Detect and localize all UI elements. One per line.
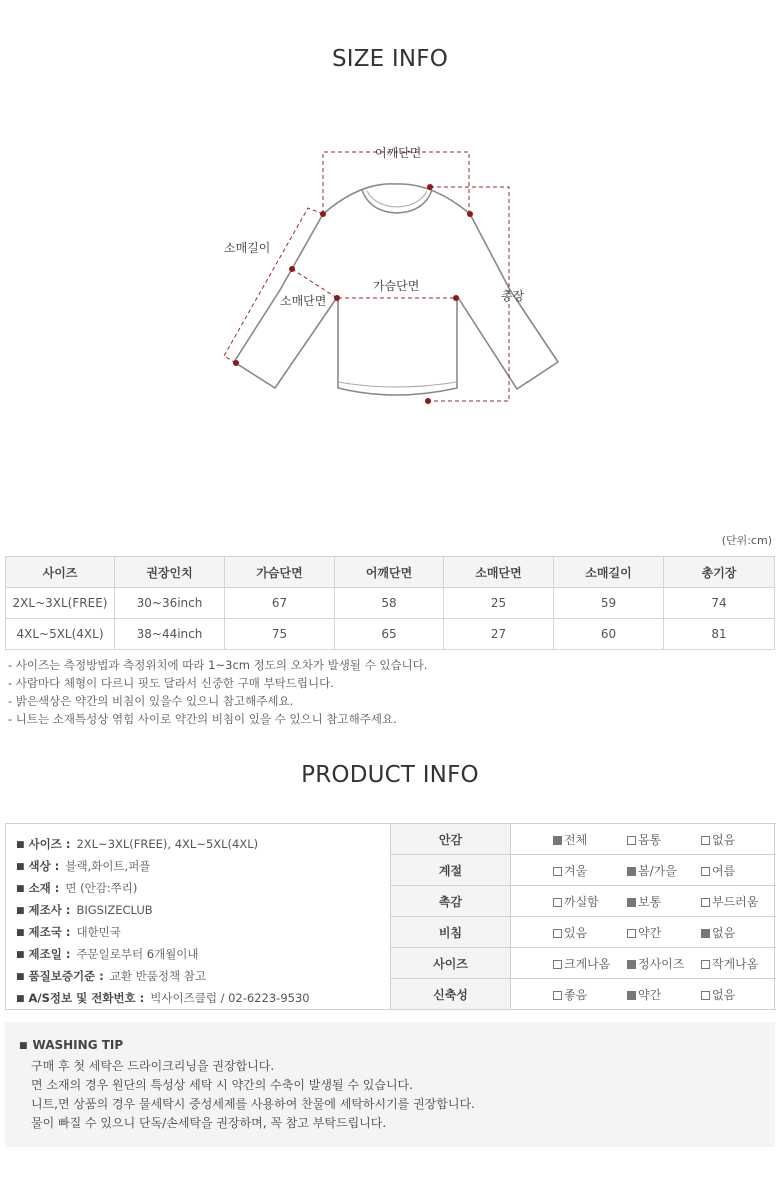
washing-tip-lines: [31, 1057, 475, 1133]
attribute-option: [627, 924, 701, 941]
washing-line: 면 소재의 경우 원단의 특성상 세탁 시 약간의 수축이 발생될 수 있습니다.: [31, 1078, 413, 1092]
attribute-option: [701, 862, 775, 879]
cell-sleeve-length: 59: [554, 588, 664, 619]
spec-row: ■ 소재 : 면 (안감:쭈리): [16, 881, 138, 895]
attribute-option: [553, 862, 627, 879]
attribute-option-label: 좋음: [564, 987, 588, 1002]
attribute-option-label: 여름: [712, 863, 736, 878]
attribute-option: [627, 862, 701, 879]
attribute-row: [391, 824, 777, 855]
note-line: - 밝은색상은 약간의 비침이 있을수 있으니 참고해주세요.: [8, 694, 294, 708]
attribute-option-label: 없음: [712, 987, 736, 1002]
spec-list: [16, 834, 310, 1010]
washing-tip-title: ■ WASHING TIP: [19, 1038, 124, 1052]
product-info-title: PRODUCT INFO: [301, 762, 479, 788]
attribute-option: [627, 831, 701, 848]
attribute-option-label: 보통: [638, 894, 662, 909]
attribute-option: [701, 893, 775, 910]
hem-bottom-point: [425, 398, 431, 404]
note-line: - 니트는 소재특성상 엮힘 사이로 약간의 비침이 있을 수 있으니 참고해주세요.: [8, 712, 397, 726]
table-row: [6, 588, 775, 619]
cell-total-length: 81: [664, 619, 775, 650]
attribute-option-label: 약간: [638, 925, 662, 940]
bullet-icon: ■: [16, 884, 25, 894]
spec-row: ■ A/S정보 및 전화번호 : 빅사이즈클럽 / 02-6223-9530: [16, 991, 310, 1005]
checked-box-icon: [553, 836, 562, 845]
attribute-label: 안감: [391, 824, 511, 855]
sweater-illustration: [210, 130, 580, 420]
table-row: [6, 619, 775, 650]
attribute-option: [627, 893, 701, 910]
attribute-option: [701, 955, 775, 972]
attribute-options: [511, 979, 777, 1010]
spec-row: ■ 색상 : 블랙,화이트,퍼플: [16, 859, 151, 873]
size-notes: [8, 656, 427, 728]
header-size: 사이즈: [6, 557, 115, 588]
bullet-icon: ■: [16, 862, 25, 872]
attribute-option-label: 겨울: [564, 863, 588, 878]
washing-line: 구매 후 첫 세탁은 드라이크리닝을 권장합니다.: [31, 1059, 275, 1073]
attribute-option: [553, 831, 627, 848]
bullet-icon: ■: [16, 994, 25, 1004]
attribute-option: [701, 831, 775, 848]
attribute-option-label: 정사이즈: [638, 956, 685, 971]
checked-box-icon: [627, 991, 636, 1000]
chest-label: 가슴단면: [373, 279, 420, 293]
header-shoulder: 어깨단면: [335, 557, 444, 588]
total-length-label: 총장: [501, 289, 525, 303]
washing-tip-box: [5, 1022, 775, 1147]
attribute-option-label: 있음: [564, 925, 588, 940]
cell-shoulder: 65: [335, 619, 444, 650]
attribute-label: 신축성: [391, 979, 511, 1010]
header-total-length: 총기장: [664, 557, 775, 588]
size-table: [5, 556, 775, 650]
cuff-point: [233, 360, 239, 366]
attribute-option-label: 작게나옴: [712, 956, 759, 971]
attribute-option-label: 봄/가을: [638, 863, 677, 878]
attribute-options: [511, 948, 777, 979]
cell-chest: 67: [225, 588, 335, 619]
header-sleeve-width: 소매단면: [444, 557, 554, 588]
bullet-icon: ■: [16, 972, 25, 982]
attribute-option-label: 몸통: [638, 832, 662, 847]
note-line: - 사람마다 체형이 다르니 핏도 달라서 신중한 구매 부탁드립니다.: [8, 676, 334, 690]
sleeve-mid-point: [289, 266, 295, 272]
unit-label: (단위:cm): [721, 534, 772, 547]
unchecked-box-icon: [553, 991, 562, 1000]
attribute-row: [391, 886, 777, 917]
header-sleeve-length: 소매길이: [554, 557, 664, 588]
checked-box-icon: [627, 898, 636, 907]
attribute-option: [627, 986, 701, 1003]
note-line: - 사이즈는 측정방법과 측정위치에 따라 1~3cm 정도의 오차가 발생될 수 있습니다.: [8, 658, 428, 672]
unchecked-box-icon: [553, 898, 562, 907]
attribute-options: [511, 886, 777, 917]
size-info-title: SIZE INFO: [331, 46, 449, 72]
cell-inch: 38~44inch: [115, 619, 225, 650]
attribute-label: 계절: [391, 855, 511, 886]
collar-top-point: [427, 184, 433, 190]
bullet-icon: ■: [16, 840, 25, 850]
attribute-option-label: 까실함: [564, 894, 599, 909]
attribute-option: [701, 986, 775, 1003]
checked-box-icon: [627, 960, 636, 969]
spec-row: ■ 사이즈 : 2XL~3XL(FREE), 4XL~5XL(4XL): [16, 837, 259, 851]
attribute-row: [391, 917, 777, 948]
attribute-row: [391, 979, 777, 1010]
chest-left-point: [334, 295, 340, 301]
checked-box-icon: [701, 929, 710, 938]
attribute-option-label: 없음: [712, 925, 736, 940]
sleeve-length-label: 소매길이: [224, 241, 271, 255]
attribute-option-label: 없음: [712, 832, 736, 847]
attribute-option-label: 전체: [564, 832, 588, 847]
unchecked-box-icon: [627, 836, 636, 845]
unchecked-box-icon: [701, 960, 710, 969]
attribute-row: [391, 948, 777, 979]
attribute-label: 사이즈: [391, 948, 511, 979]
attribute-options: [511, 917, 777, 948]
attribute-option: [553, 955, 627, 972]
product-info-box: [5, 823, 775, 1010]
header-chest: 가슴단면: [225, 557, 335, 588]
attribute-option: [701, 924, 775, 941]
cell-shoulder: 58: [335, 588, 444, 619]
header-recommended-inch: 권장인치: [115, 557, 225, 588]
cell-total-length: 74: [664, 588, 775, 619]
unchecked-box-icon: [553, 960, 562, 969]
attribute-option: [553, 986, 627, 1003]
unchecked-box-icon: [701, 991, 710, 1000]
attribute-row: [391, 855, 777, 886]
bullet-icon: ■: [19, 1041, 28, 1051]
cell-chest: 75: [225, 619, 335, 650]
attribute-options: [511, 855, 777, 886]
unchecked-box-icon: [701, 867, 710, 876]
unchecked-box-icon: [701, 898, 710, 907]
unchecked-box-icon: [553, 929, 562, 938]
attribute-option: [627, 955, 701, 972]
attribute-options: [511, 824, 777, 855]
unchecked-box-icon: [627, 929, 636, 938]
bullet-icon: ■: [16, 928, 25, 938]
attribute-option: [553, 924, 627, 941]
chest-right-point: [453, 295, 459, 301]
shoulder-label: 어깨단면: [375, 146, 422, 160]
attribute-option-label: 부드러움: [712, 894, 759, 909]
attribute-table: [390, 823, 776, 1010]
cell-size: 2XL~3XL(FREE): [6, 588, 115, 619]
sleeve-width-label: 소매단면: [280, 294, 327, 308]
spec-row: ■ 제조일 : 주문일로부터 6개월이내: [16, 947, 199, 961]
washing-line: 니트,면 상품의 경우 물세탁시 중성세제를 사용하여 찬물에 세탁하시기를 권장합니다.: [31, 1097, 475, 1111]
attribute-option-label: 약간: [638, 987, 662, 1002]
washing-line: 물이 빠질 수 있으니 단독/손세탁을 권장하며, 꼭 참고 부탁드립니다.: [31, 1116, 387, 1130]
checked-box-icon: [627, 867, 636, 876]
attribute-option: [553, 893, 627, 910]
cell-sleeve-width: 25: [444, 588, 554, 619]
attribute-label: 비침: [391, 917, 511, 948]
spec-row: ■ 제조사 : BIGSIZECLUB: [16, 903, 153, 917]
garment-measurement-diagram: [210, 130, 580, 420]
unchecked-box-icon: [553, 867, 562, 876]
spec-row: ■ 제조국 : 대한민국: [16, 925, 121, 939]
shoulder-left-point: [320, 211, 326, 217]
bullet-icon: ■: [16, 906, 25, 916]
size-table-header-row: [6, 557, 775, 588]
cell-sleeve-length: 60: [554, 619, 664, 650]
spec-row: ■ 품질보증기준 : 교환 반품정책 참고: [16, 969, 206, 983]
unchecked-box-icon: [701, 836, 710, 845]
cell-sleeve-width: 27: [444, 619, 554, 650]
cell-inch: 30~36inch: [115, 588, 225, 619]
bullet-icon: ■: [16, 950, 25, 960]
attribute-label: 촉감: [391, 886, 511, 917]
attribute-option-label: 크게나옴: [564, 956, 611, 971]
shoulder-right-point: [467, 211, 473, 217]
cell-size: 4XL~5XL(4XL): [6, 619, 115, 650]
